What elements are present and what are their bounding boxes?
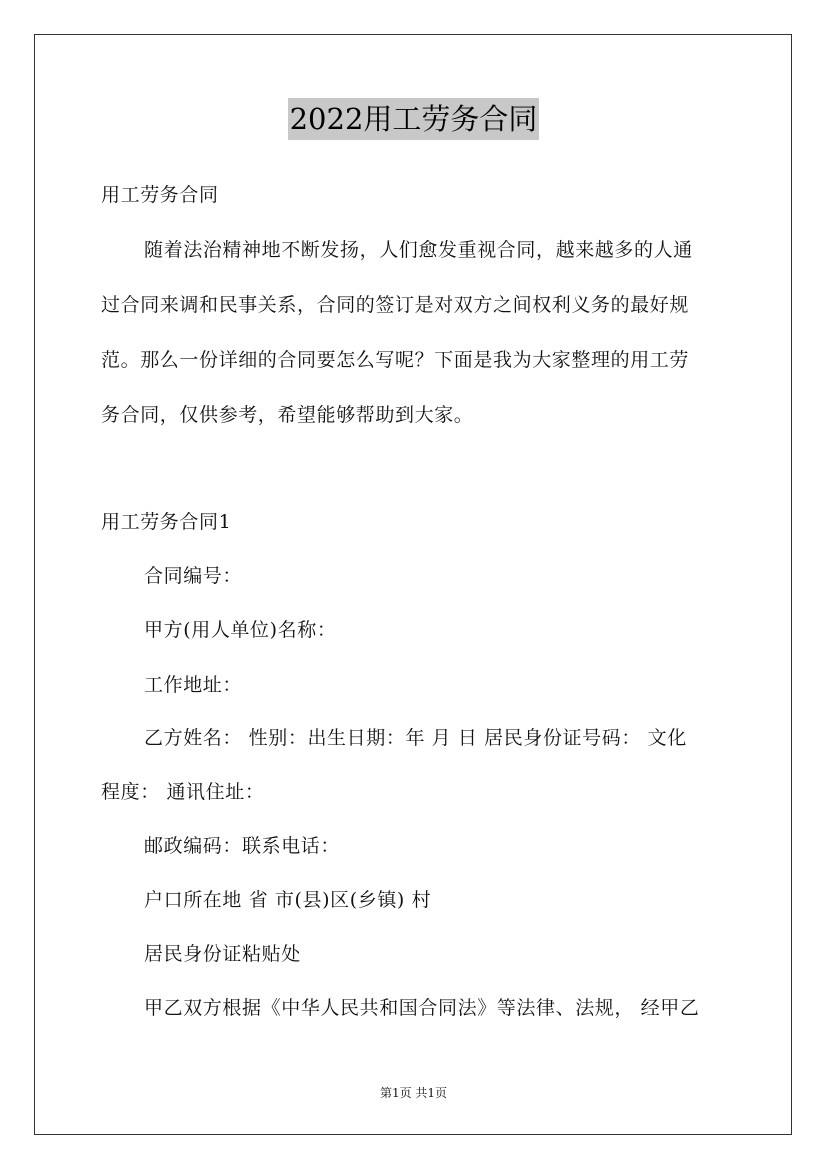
document-title: 2022用工劳务合同 bbox=[288, 98, 540, 140]
title-container bbox=[0, 98, 827, 140]
intro-line-1: 随着法治精神地不断发扬，人们愈发重视合同，越来越多的人通 bbox=[144, 239, 693, 261]
section-heading: 用工劳务合同1 bbox=[101, 511, 232, 533]
party-b-info-line-2: 程度： 通讯住址： bbox=[101, 781, 265, 803]
intro-line-2: 过合同来调和民事关系，合同的签订是对双方之间权利义务的最好规 bbox=[101, 294, 690, 316]
page-footer: 第1页 共1页 bbox=[379, 1086, 448, 1100]
work-address-field: 工作地址： bbox=[144, 674, 243, 696]
household-registration-field: 户口所在地 省 市(县)区(乡镇) 村 bbox=[144, 889, 432, 911]
party-b-info-line-1: 乙方姓名： 性别：出生日期：年 月 日 居民身份证号码： 文化 bbox=[144, 727, 687, 749]
intro-line-4: 务合同，仅供参考，希望能够帮助到大家。 bbox=[101, 404, 474, 426]
id-card-paste-area: 居民身份证粘贴处 bbox=[144, 943, 301, 965]
contract-number-field: 合同编号： bbox=[144, 565, 243, 587]
agreement-clause: 甲乙双方根据《中华人民共和国合同法》等法律、法规， 经甲乙 bbox=[144, 997, 700, 1019]
party-a-name-field: 甲方(用人单位)名称： bbox=[144, 619, 337, 641]
postal-phone-field: 邮政编码：联系电话： bbox=[144, 835, 341, 857]
subtitle: 用工劳务合同 bbox=[101, 184, 219, 206]
intro-line-3: 范。那么一份详细的合同要怎么写呢？下面是我为大家整理的用工劳 bbox=[101, 349, 690, 371]
